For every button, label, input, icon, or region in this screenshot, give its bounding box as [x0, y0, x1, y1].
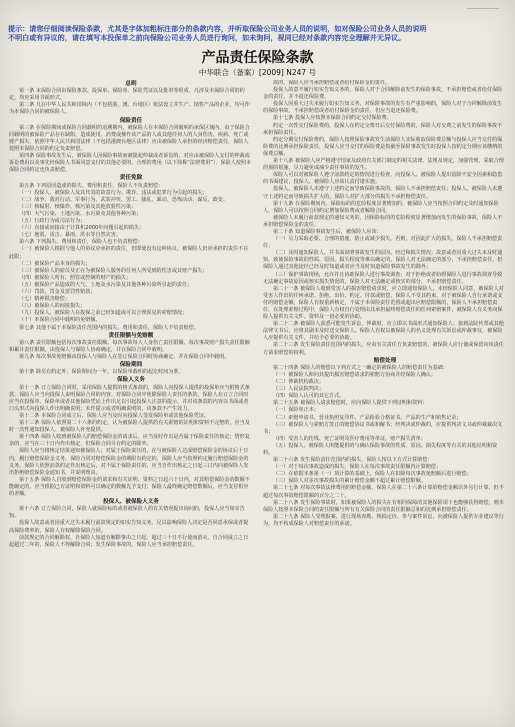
document-title: 产品责任保险条款: [201, 50, 314, 66]
section-heading: 保险期间: [119, 362, 143, 369]
clause-paragraph: 第二十一条 被保险人收到受害人的损害赔偿请求时，应立即通知保险人。未经保险人同意，被保险人对受害人作出的任何承诺、拒绝、出价、约定、付款或赔偿，保险人不受其约束。对于被保险人自行承诺或支付的赔偿金额，保险人有权重新核定，不属于本保险责任范围或超出应赔偿限额的，保险人不承担赔偿责任。在处理索赔过程中，保险人有权自行处理由其承担最终赔偿责任的任何索赔案件，被保险人有义务向保险人提供有关文件、资料及一切必要的协助。: [263, 285, 504, 321]
clause-paragraph: 第二十三条 发生保险责任范围内的损失，应由有关责任方负责赔偿的，被保险人应行使或保留向该责任方请求赔偿的权利。: [263, 342, 504, 356]
clause-paragraph: （九）投保人、被保险人在投保之前已经知道或可以合理预见的索赔情况；: [19, 310, 188, 317]
clause-paragraph: 第一条 本保险合同由保险条款、投保单、保险单、保险凭证以及批单等组成。凡涉及本保险合同的约定，均应采用书面形式。: [9, 88, 245, 102]
clause-paragraph: 第十八条 被保险人应严格遵守国家及政府有关部门制定的相关法律、法规及规定，加强管理，采取合理的预防措施，尽力避免或减少责任事故的发生。: [263, 158, 504, 172]
clause-paragraph: 第十七条 投保人应按照本保险合同约定交付保险费。: [273, 115, 392, 122]
clause-paragraph: 约定一次性交付保险费的，投保人在约定交费日后交付保险费的，保险人对交费之前发生的保险事故不承担保险责任。: [263, 122, 503, 136]
stamp-mark: [467, 8, 499, 19]
document-subtitle: 中华联合（备案）[2009] N247 号: [198, 68, 317, 77]
clause-paragraph: （一）投保人、被保险人及其代表的故意行为、欺诈、违法或犯罪行为引起的损失；: [19, 189, 208, 196]
clause-paragraph: 第七条 其他不属于本保险责任范围内的损失、费用和责任，保险人不负责赔偿。: [19, 324, 199, 331]
section-heading: 保险责任: [119, 117, 143, 124]
clause-paragraph: 第十二条 本保险合同成立后，保险人应当及时向投保人签发保险单或其他保险凭证。: [19, 412, 210, 419]
clause-paragraph: 第二十五条 被保险人请求赔偿时，应向保险人提供下列证明和资料：: [273, 400, 428, 407]
clause-paragraph: （七）精神损害赔偿；: [19, 296, 70, 303]
clause-paragraph: 约定分期交付保险费的，保险人按照保险事故发生前保险人实际收取保险费总额与投保人应当交付的保险费的比例承担保险责任，投保人应当交付的保险费是指截至保险事故发生时投保人按约定分期应该缴纳的保费总额。: [263, 136, 503, 157]
clause-paragraph: （七）地震、雷击、暴雨、洪水等自然灾害。: [19, 232, 121, 239]
clause-paragraph: 投保人故意或者因重大过失未履行前款规定的如实告知义务，足以影响保险人决定是否同意承保或者提高保险费率的，保险人有权解除保险合同。: [9, 520, 249, 534]
clause-paragraph: （三）被保险人的雇员及正在为被保险人服务的任何人所受到的伤害或其财产损失；: [19, 267, 208, 274]
clause-paragraph: （一）尽力采取必要、合理的措施，防止或减少损失，否则，对因此扩大的损失，保险人不承担赔偿责任；: [263, 236, 503, 250]
notice-line-1: 提示：请您仔细阅读保险条款，尤其是字体加粗标注部分的条款内容，并听取保险公司业务人员的说明，如对保险公司业务人员的说明: [8, 24, 427, 33]
clause-paragraph: （三）被保险人与索赔方签订的赔偿协议书或和解书；经判决或仲裁的，应提供判决文书或仲裁裁决文书；: [263, 421, 503, 435]
clause-paragraph: 第十条 除另有约定外，保险期间为一年，以保险单载明的起讫时间为准。: [19, 369, 184, 376]
clause-paragraph: （三）核辐射、核爆炸、核污染及其他放射性污染；: [19, 203, 137, 210]
clause-paragraph: 被保险人未履行前款规定的通知义务的，因保险标的的危险程度显著增加而发生的保险事故，保险人不承担赔偿保险金的责任。: [263, 214, 503, 228]
notice-line-2: 不明白或有异议的，请在填写本投保单之前向保险公司业务人员进行询问，如未询问，视同已经对条款内容完全理解并无异议。: [8, 33, 406, 42]
clause-paragraph: （二）在依据本条第（一）项计算的基础上，保险人在扣除每次事故免赔额后进行赔偿；: [273, 471, 472, 478]
clause-paragraph: 第六条 下列损失、费用和责任，保险人也不负责赔偿：: [19, 239, 143, 246]
clause-paragraph: （二）及时通知保险人，并书面说明事故发生的原因、经过和损失情况；故意或者因重大过失未及时通知，致使保险事故的性质、原因、损失程度等难以确定的，保险人对无法确定的部分，不承担赔偿责任，但保险人通过其他途径已经及时知道或者应当及时知道保险事故发生的除外；: [263, 250, 503, 271]
clause-paragraph: 第八条 责任限额包括每次事故责任限额、每次事故每人人身伤亡责任限额、每次事故财产损失责任限额和累计责任限额，由投保人与保险人协商确定，并在保险合同中载明。: [9, 339, 250, 353]
clause-paragraph: 保险人可以对被保险人遵守前款约定的情况进行检查，向投保人、被保险人提出消除不安全因素和隐患的书面建议，投保人、被保险人应该认真付诸实施。: [263, 172, 503, 186]
clause-paragraph: 第三条 在保险期间或保险合同载明的追溯期内，被保险人在本保险合同载明的承保区域内，由于保险合同载明的被保险产品存在缺陷，造成使用、消费或操作该产品的人或其他任何人的人身伤害、疾病、死亡或财产损失，依照中华人民共和国法律（不包括港澳台地区法律）应由被保险人承担的经济赔偿责任，保险人按照本保险合同的约定负责赔偿。: [9, 124, 250, 153]
clause-paragraph: 投保人、被保险人未遵守上述约定而导致保险事故的，保险人不承担赔偿责任；投保人、被保险人未遵守上述约定而导致损失扩大的，保险人对扩大部分的损失不承担赔偿责任。: [263, 186, 503, 200]
clause-paragraph: （五）投保人、被保险人所能提供的与确认保险事故的性质、原因、损失程度等有关的其他证明和资料。: [263, 442, 498, 456]
clause-paragraph: 第二条 凡在中华人民共和国境内（不包括港、澳、台地区）依法设立并生产、销售产品的企业，均可作为本保险合同的被保险人。: [9, 102, 250, 116]
clause-paragraph: （二）索赔申请书、营业执照复印件、产品检验合格证书、产品的生产和销售记录；: [273, 414, 462, 421]
clause-paragraph: （四）大气污染、土地污染、水污染及其他各种污染；: [19, 211, 142, 218]
clause-paragraph: （十）本保险合同中载明的免赔额。: [19, 317, 101, 324]
section-heading: 投保人、被保险人义务: [103, 499, 159, 506]
right-column: [263, 80, 507, 720]
clause-paragraph: 第十五条 保险人自收到赔偿保险金的请求和有关证明、资料之日起六十日内，对其赔偿保险金的数额不能确定的，应当根据已有证明和资料可以确定的数额先予支付；保险人最终确定赔偿数额后，应当支付相应的差额。: [9, 476, 250, 497]
clause-paragraph: （一）被保险人根据与他人的协议应承担的责任，但即使没有这种协议，被保险人仍应承担的责任不在此限；: [9, 246, 249, 260]
clause-paragraph: （三）保护事故现场，允许并且协助保险人进行事故调查；对于拒绝或者妨碍保险人进行事故调查导致无法确定事故原因或核实损失情况的，保险人对无法确定或核实的部分，不承担赔偿责任。: [263, 271, 503, 285]
section-heading: 总则: [125, 81, 137, 87]
section-heading: 赔偿处理: [373, 357, 397, 364]
clause-paragraph: （一）对于每次事故造成的损失，保险人在每次事故责任限额内计算赔偿；: [273, 464, 442, 471]
clause-paragraph: 第二十六条 发生保险责任范围内的损失，保险人按以下方式计算赔偿：: [273, 457, 433, 464]
clause-paragraph: 第十六条 订立保险合同，保险人就保险标的或者被保险人的有关情况提出询问的，投保人应当如实告知。: [9, 506, 245, 520]
clause-paragraph: 投保人因重大过失未履行如实告知义务，对保险事故的发生有严重影响的，保险人对于合同解除前发生的保险事故，不承担赔偿或者给付保险金的责任，但应当退还保险费。: [263, 101, 503, 115]
clause-paragraph: 第四条 保险事故发生后，被保险人因保险事故而被提起仲裁或者诉讼的，对应由被保险人支付的仲裁或诉讼费用以及事先经保险人书面同意支付的其他必要的、合理的费用（以下简称“法律费用”），保险人按照本保险合同约定也负责赔偿。: [9, 153, 252, 174]
notice-box: [8, 24, 507, 42]
clause-paragraph: 第十一条 订立保险合同时，采用保险人提供的格式条款的，保险人向投保人提供的投保单应当附格式条款，保险人应当向投保人说明保险合同的内容。对保险合同中免除保险人责任的条款，保险人在订立合同时应当在投保单、保险单或者其他保险凭证上作出足以引起投保人注意的提示，并对该条款的内容以书面或者口头形式向投保人作出明确说明；未作提示或者明确说明的，该条款不产生效力。: [9, 384, 250, 412]
clause-paragraph: 保险人应当将核定结果通知被保险人；对属于保险责任的，在与被保险人达成赔偿保险金的协议后十日内，履行赔偿保险金义务。保险合同对赔偿保险金的期限有约定的，保险人应当按照约定履行赔偿保险金的义务。保险人依照前款约定作出核定后，对不属于保险责任的，应当自作出核定之日起三日内向被保险人发出拒绝赔偿保险金通知书，并说明理由。: [9, 448, 249, 476]
clause-paragraph: （二）被保险产品本身的损失；: [19, 260, 91, 267]
section-heading: 保险人义务: [117, 377, 145, 384]
clause-paragraph: 前款规定的合同解除权，自保险人知道有解除事由之日起，超过三十日不行使而消灭。自合同成立之日起超过二年的，保险人不得解除合同；发生保险事故的，保险人应当承担赔偿责任。: [9, 534, 249, 548]
clause-paragraph: （四）受害人的伤残、死亡证明及医疗费用等单证，财产损失清单；: [273, 435, 426, 442]
clause-paragraph: 第二十八条 发生保险事故时，如果被保险人的损失在有相同保障的其他保险项下也能够获得赔偿，则本保险人按照本保险合同的责任限额与所有有关保险合同的责任限额总和的比例承担赔偿责任。: [263, 499, 504, 513]
clause-paragraph: 第十四条 保险人收到被保险人的赔偿保险金的请求后，应当及时作出是否属于保险责任的核定；情形复杂的，应当在三十日内作出核定，但保险合同另有约定的除外。: [9, 434, 250, 448]
clause-paragraph: （五）被保险产品造成的大气、土地及水污染及其他各种污染所引起的责任；: [19, 281, 193, 288]
clause-paragraph: 故的，保险人应当承担赔偿或者给付保险金的责任。: [273, 80, 391, 86]
section-heading: 责任限额与免赔额: [108, 332, 154, 339]
section-heading: 责任免除: [119, 175, 143, 182]
clause-paragraph: （二）仲裁机构裁决；: [273, 379, 324, 386]
clause-paragraph: 投保人故意不履行如实告知义务的，保险人对于合同解除前发生的保险事故，不承担赔偿或者给付保险金的责任，并不退还保险费。: [263, 87, 503, 101]
clause-paragraph: 第十三条 保险人依照第二十六条的约定，认为被保险人提供的有关索赔的证明和资料不完整的，应当及时一次性通知投保人、被保险人补充提供。: [9, 420, 250, 434]
clause-paragraph: 第五条 下列原因造成的损失、费用和责任，保险人不负责赔偿：: [19, 182, 164, 189]
clause-paragraph: （一）保险单正本；: [273, 407, 319, 414]
clause-paragraph: （五）行政行为或司法行为；: [19, 218, 86, 225]
clause-paragraph: （三）保险人对多次事故损失的累计赔偿金额不超过累计赔偿限额。: [273, 478, 426, 485]
clause-paragraph: （二）战争、敌对行动、军事行为、武装冲突、罢工、骚乱、暴动、恐怖活动、谋反、政变；: [19, 196, 228, 203]
clause-paragraph: 第二十七条 对每次事故法律费用的赔偿金额，保险人在第二十六条计算的赔偿金额以外另行计算，但不超过每次事故赔偿限额的百分之二十。: [263, 485, 504, 499]
clause-paragraph: 第二十四条 保险人的赔偿以下列方式之一确定的被保险人的赔偿责任为基础：: [273, 364, 448, 371]
left-column: [9, 80, 253, 720]
clause-paragraph: 第二十二条 被保险人获悉可能发生诉讼、仲裁时，应立即以书面形式通知保险人；接到法院传票或其他法律文书后，应将其副本及时送交保险人。保险人有权以被保险人的名义处理有关诉讼或仲裁事宜，被保险人应提供有关文件，并给予必要的协助。: [263, 321, 504, 342]
clause-paragraph: （四）保险人认可的其它方式。: [273, 393, 345, 400]
clause-paragraph: 第二十条 知道保险事故发生后，被保险人应该：: [273, 228, 382, 235]
clause-paragraph: 第十九条 在保险期间内，保险标的的危险程度显著增加的，被保险人应当按照合同约定及时通知保险人，保险人可以按照合同约定增加保险费或者解除合同。: [263, 200, 499, 214]
clause-paragraph: 第二十九条 保险人受理报案、进行现场查勘、核损定价、参与案件诉讼、向被保险人提供专业建议等行为，均不构成保险人对赔偿责任的承诺。: [263, 513, 504, 527]
clause-paragraph: 第九条 每次事故免赔额由投保人与保险人在签订保险合同时协商确定，并在保险合同中载明。: [19, 354, 230, 360]
clause-paragraph: （三）人民法院判决；: [273, 386, 324, 393]
clause-paragraph: （八）被保险人的间接损失；: [19, 303, 86, 310]
clause-paragraph: （四）被保险人所有、照管或控制的财产的损失；: [19, 274, 132, 281]
clause-paragraph: （六）直接或间接由于计算机2000年问题引起的损失；: [19, 225, 145, 232]
clause-paragraph: （六）罚款、罚金及惩罚性赔款；: [19, 289, 96, 296]
clause-paragraph: （一）被保险人和向其提出损害赔偿请求的索赔方协商并经保险人确认；: [273, 371, 437, 378]
